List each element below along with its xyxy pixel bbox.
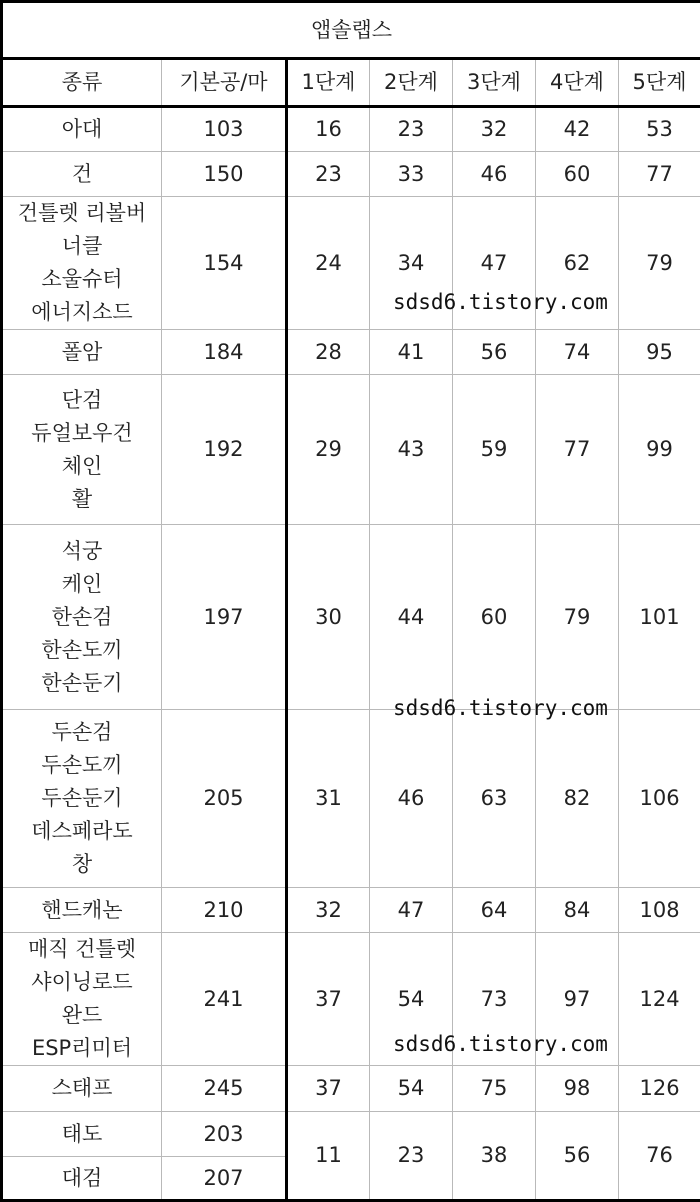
weapon-kind-cell	[2, 107, 162, 152]
weapon-kind-cell	[2, 197, 162, 330]
table-row	[2, 330, 700, 375]
weapon-kind-label: 활	[3, 483, 161, 516]
stage5-value-cell: 76	[619, 1112, 700, 1201]
table-row	[2, 1112, 700, 1157]
stage4-value-cell: 97	[536, 933, 619, 1066]
table-row	[2, 375, 700, 525]
header-kind: 종류	[2, 59, 162, 107]
stage5-value-cell: 124	[619, 933, 700, 1066]
weapon-kind-label: 케인	[3, 568, 161, 601]
table-row	[2, 152, 700, 197]
stage1-value-cell: 29	[287, 375, 370, 525]
base-value-cell: 103	[162, 107, 287, 152]
base-value-cell: 207	[162, 1157, 287, 1201]
stage4-value-cell: 79	[536, 525, 619, 710]
stage3-value-cell: 73	[453, 933, 536, 1066]
stage5-value-cell: 126	[619, 1066, 700, 1112]
watermark-text: sdsd6.tistory.com	[393, 1032, 608, 1056]
base-value-cell: 192	[162, 375, 287, 525]
header-row	[2, 59, 700, 107]
stage1-value-cell: 23	[287, 152, 370, 197]
table-row	[2, 710, 700, 888]
weapon-kind-label: 매직 건틀렛	[3, 933, 161, 966]
stage2-value-cell: 41	[370, 330, 453, 375]
stage4-value-cell: 56	[536, 1112, 619, 1201]
stage5-value-cell: 106	[619, 710, 700, 888]
weapon-kind-label: 완드	[3, 999, 161, 1032]
table-title: 앱솔랩스	[2, 2, 700, 59]
base-value-cell: 154	[162, 197, 287, 330]
base-value-cell: 245	[162, 1066, 287, 1112]
header-base: 기본공/마	[162, 59, 287, 107]
stage1-value-cell: 16	[287, 107, 370, 152]
stage5-value-cell: 79	[619, 197, 700, 330]
table-row	[2, 107, 700, 152]
stage3-value-cell: 60	[453, 525, 536, 710]
weapon-kind-cell: 대검	[2, 1157, 162, 1201]
weapon-kind-label: 체인	[3, 450, 161, 483]
weapon-kind-label: 석궁	[3, 535, 161, 568]
stage3-value-cell: 63	[453, 710, 536, 888]
stage5-value-cell: 95	[619, 330, 700, 375]
stage1-value-cell: 11	[287, 1112, 370, 1201]
weapon-kind-cell	[2, 375, 162, 525]
stage2-value-cell: 23	[370, 1112, 453, 1201]
stage2-value-cell: 23	[370, 107, 453, 152]
stage3-value-cell: 59	[453, 375, 536, 525]
weapon-kind-cell	[2, 710, 162, 888]
stage5-value-cell: 108	[619, 888, 700, 933]
stage3-value-cell: 75	[453, 1066, 536, 1112]
table-row	[2, 1066, 700, 1112]
header-stage3: 3단계	[453, 59, 536, 107]
stage3-value-cell: 32	[453, 107, 536, 152]
stage4-value-cell: 98	[536, 1066, 619, 1112]
weapon-kind-cell	[2, 1066, 162, 1112]
stage5-value-cell: 53	[619, 107, 700, 152]
stage2-value-cell: 44	[370, 525, 453, 710]
stage4-value-cell: 82	[536, 710, 619, 888]
weapon-kind-cell	[2, 330, 162, 375]
stage1-value-cell: 37	[287, 933, 370, 1066]
weapon-kind-label: 너클	[3, 230, 161, 263]
weapon-kind-cell	[2, 152, 162, 197]
weapon-kind-label: 스태프	[3, 1072, 161, 1105]
stage2-value-cell: 34	[370, 197, 453, 330]
weapon-kind-label: 에너지소드	[3, 296, 161, 329]
stage4-value-cell: 84	[536, 888, 619, 933]
base-value-cell: 210	[162, 888, 287, 933]
weapon-kind-label: 아대	[3, 113, 161, 146]
weapon-kind-label: 한손둔기	[3, 667, 161, 700]
weapon-kind-label: 창	[3, 848, 161, 881]
stage4-value-cell: 62	[536, 197, 619, 330]
weapon-kind-label: ESP리미터	[3, 1032, 161, 1065]
weapon-kind-label: 데스페라도	[3, 815, 161, 848]
header-stage5: 5단계	[619, 59, 700, 107]
base-value-cell: 150	[162, 152, 287, 197]
stage5-value-cell: 101	[619, 525, 700, 710]
stage2-value-cell: 47	[370, 888, 453, 933]
stage3-value-cell: 56	[453, 330, 536, 375]
table-row	[2, 888, 700, 933]
weapon-kind-label: 핸드캐논	[3, 894, 161, 927]
stage2-value-cell: 43	[370, 375, 453, 525]
stage1-value-cell: 24	[287, 197, 370, 330]
weapon-kind-label: 두손도끼	[3, 749, 161, 782]
weapon-kind-cell	[2, 888, 162, 933]
weapon-kind-label: 두손검	[3, 716, 161, 749]
weapon-kind-label: 샤이닝로드	[3, 966, 161, 999]
stage4-value-cell: 74	[536, 330, 619, 375]
stage2-value-cell: 33	[370, 152, 453, 197]
stage1-value-cell: 37	[287, 1066, 370, 1112]
stage3-value-cell: 46	[453, 152, 536, 197]
stage5-value-cell: 99	[619, 375, 700, 525]
base-value-cell: 197	[162, 525, 287, 710]
stage2-value-cell: 54	[370, 1066, 453, 1112]
weapon-kind-label: 듀얼보우건	[3, 417, 161, 450]
base-value-cell: 184	[162, 330, 287, 375]
stage4-value-cell: 77	[536, 375, 619, 525]
stage1-value-cell: 30	[287, 525, 370, 710]
weapon-kind-label: 한손검	[3, 601, 161, 634]
weapon-kind-label: 단검	[3, 384, 161, 417]
stage2-value-cell: 54	[370, 933, 453, 1066]
weapon-kind-label: 한손도끼	[3, 634, 161, 667]
header-stage1: 1단계	[287, 59, 370, 107]
weapon-kind-label: 소울슈터	[3, 263, 161, 296]
header-stage4: 4단계	[536, 59, 619, 107]
weapon-kind-label: 건	[3, 158, 161, 191]
weapon-kind-cell	[2, 525, 162, 710]
stage4-value-cell: 42	[536, 107, 619, 152]
weapon-kind-label: 건틀렛 리볼버	[3, 197, 161, 230]
stage3-value-cell: 64	[453, 888, 536, 933]
stage2-value-cell: 46	[370, 710, 453, 888]
weapon-kind-label: 폴암	[3, 336, 161, 369]
header-stage2: 2단계	[370, 59, 453, 107]
weapon-kind-label: 두손둔기	[3, 782, 161, 815]
watermark-text: sdsd6.tistory.com	[393, 696, 608, 720]
stage1-value-cell: 31	[287, 710, 370, 888]
weapon-kind-cell	[2, 933, 162, 1066]
stage5-value-cell: 77	[619, 152, 700, 197]
stage3-value-cell: 38	[453, 1112, 536, 1201]
table-row	[2, 525, 700, 710]
base-value-cell: 205	[162, 710, 287, 888]
stage4-value-cell: 60	[536, 152, 619, 197]
stage1-value-cell: 32	[287, 888, 370, 933]
base-value-cell: 203	[162, 1112, 287, 1157]
stage1-value-cell: 28	[287, 330, 370, 375]
base-value-cell: 241	[162, 933, 287, 1066]
watermark-text: sdsd6.tistory.com	[393, 290, 608, 314]
weapon-kind-cell: 태도	[2, 1112, 162, 1157]
stage3-value-cell: 47	[453, 197, 536, 330]
